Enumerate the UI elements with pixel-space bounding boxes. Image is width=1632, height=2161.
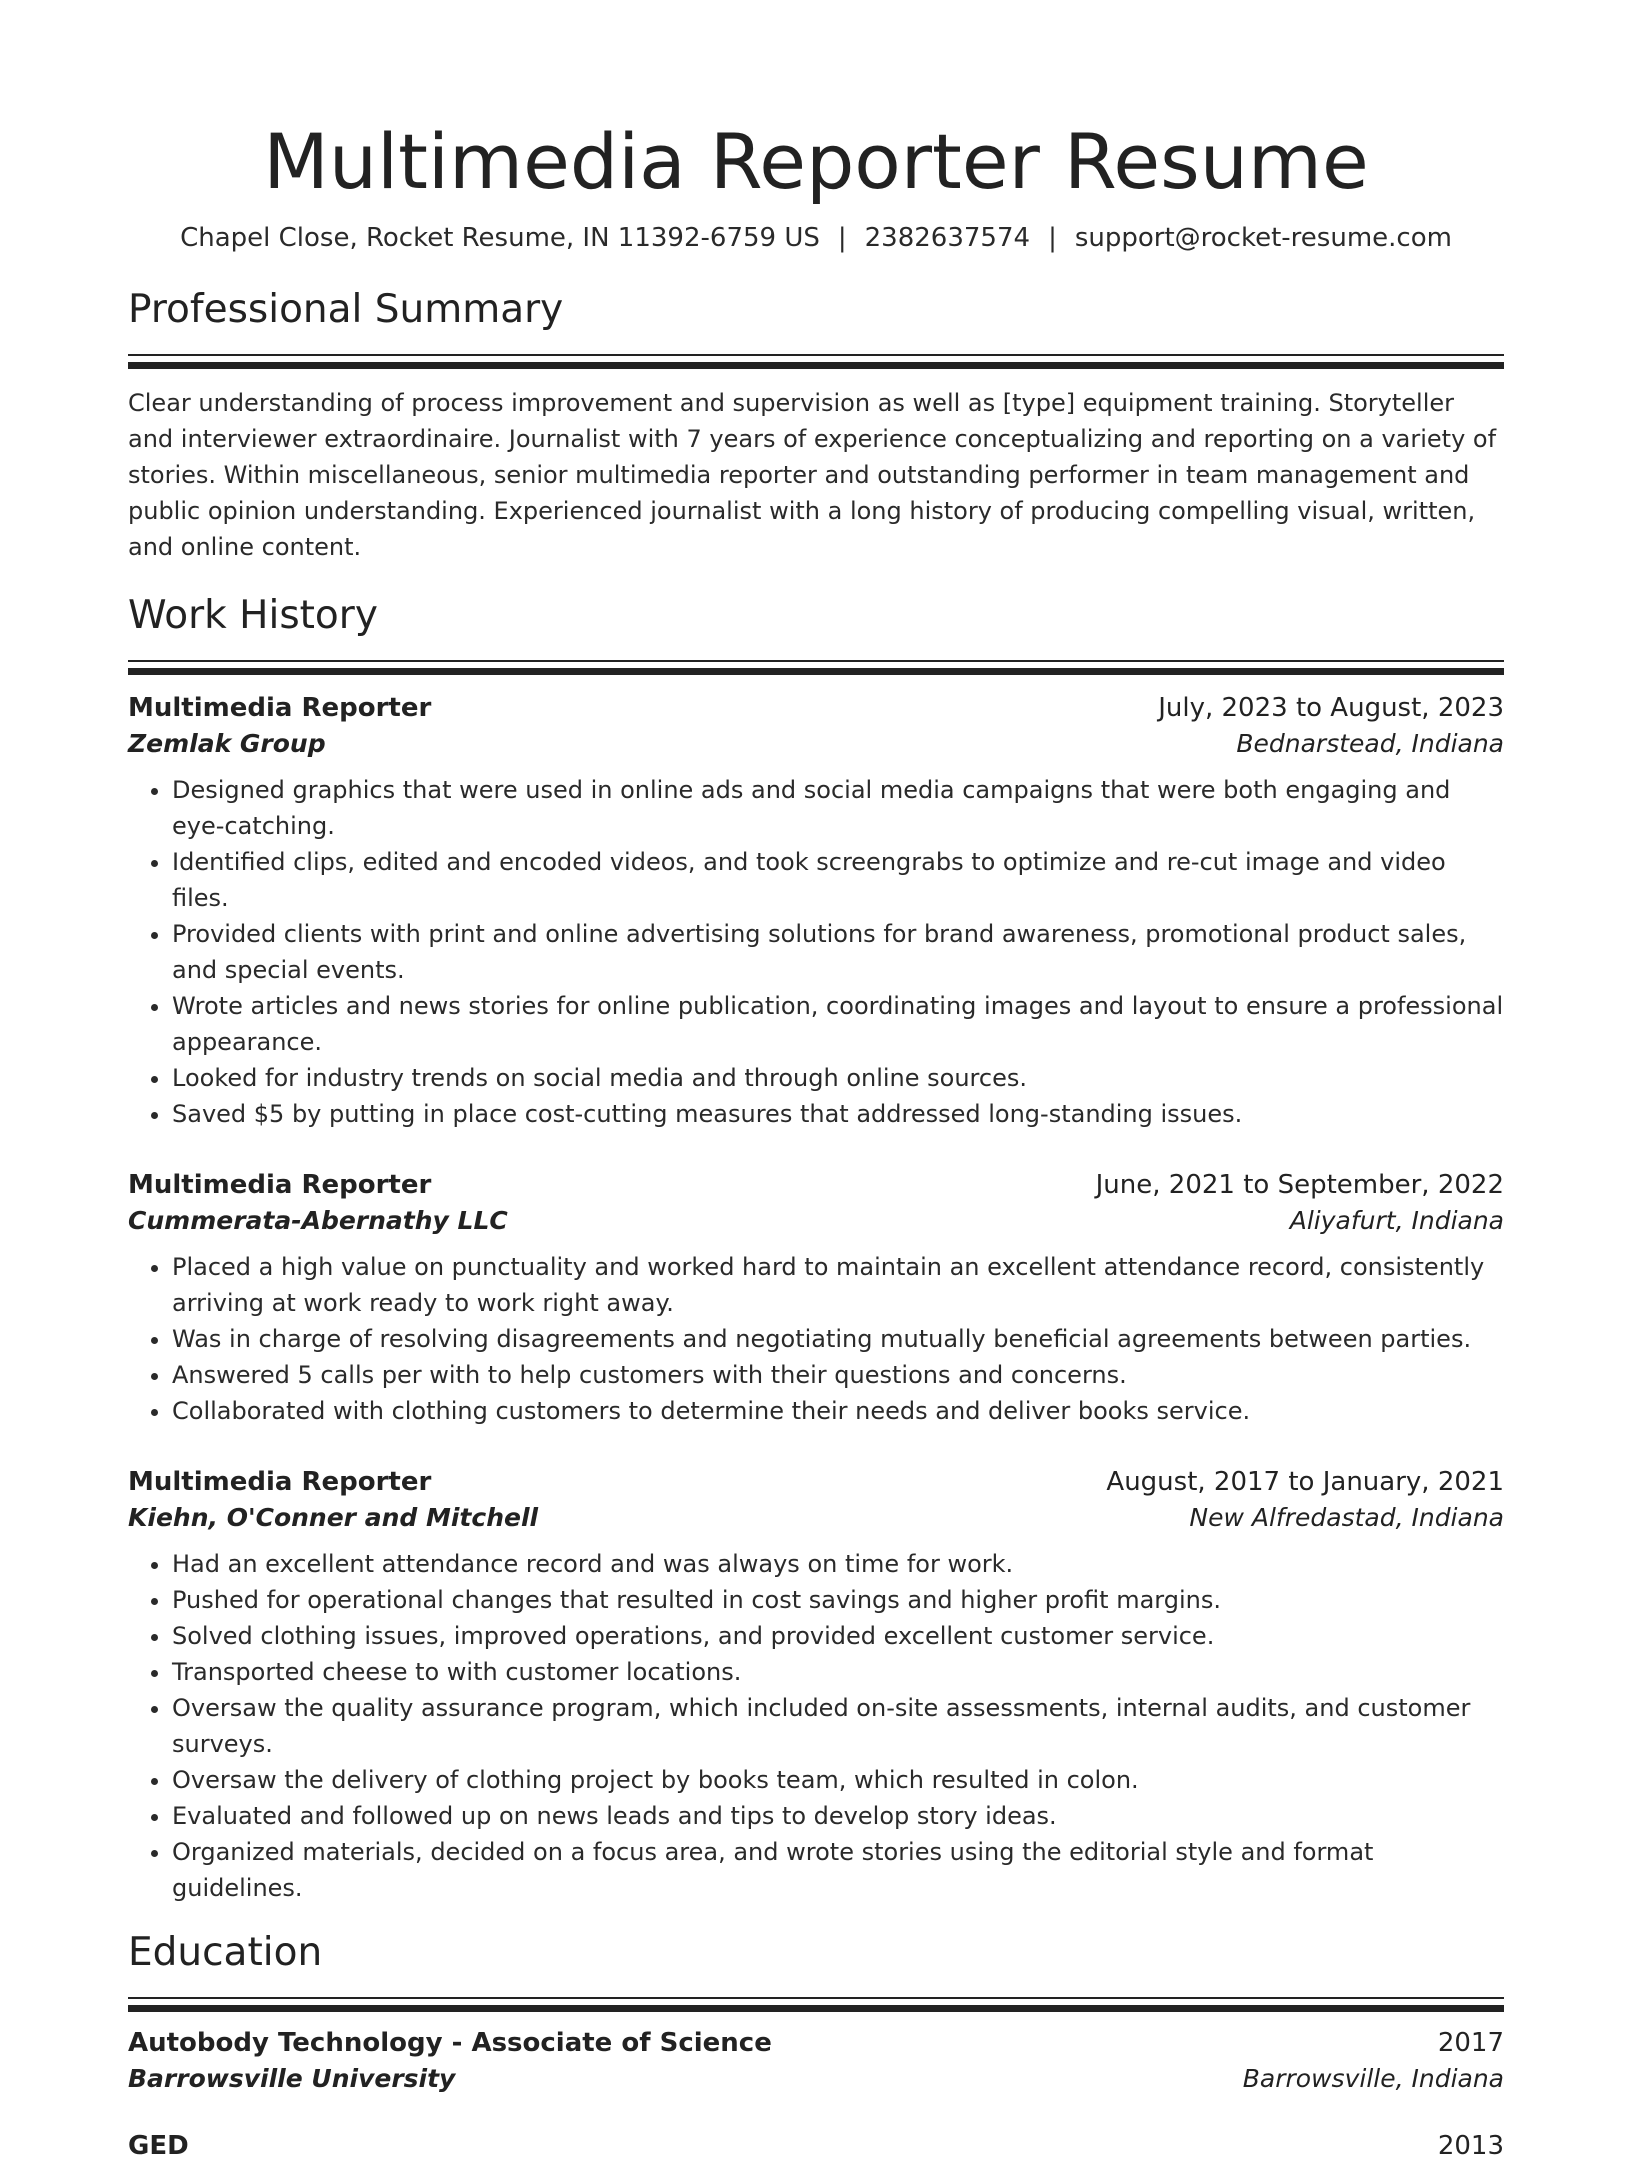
job-dates: June, 2021 to September, 2022 [1095,1169,1504,1200]
job-entry [128,1170,1504,1429]
education-degree: GED [128,2130,189,2161]
education-entry [128,2028,1504,2093]
job-title: Multimedia Reporter [128,1466,432,1497]
job-bullets [128,1249,1504,1429]
bullet-item: • Identified clips, edited and encoded videos, and took screengrabs to optimize and re-cut image and video files. [172,844,1504,916]
section-heading-summary: Professional Summary [128,287,564,333]
section-heading-education: Education [128,1929,323,1975]
job-title: Multimedia Reporter [128,692,432,723]
section-heading-work: Work History [128,593,378,639]
bullet-item: • Designed graphics that were used in online ads and social media campaigns that were both engaging and eye-catching. [172,772,1504,844]
bullet-item: • Saved $5 by putting in place cost-cutting measures that addressed long-standing issues. [172,1096,1504,1132]
bullet-item: • Had an excellent attendance record and was always on time for work. [172,1546,1504,1582]
job-company: Zemlak Group [128,728,326,758]
section-divider [128,660,1504,675]
bullet-item: • Organized materials, decided on a focus area, and wrote stories using the editorial style and format guidelines. [172,1834,1504,1906]
contact-address: Chapel Close, Rocket Resume, IN 11392-6759 US [180,223,820,254]
job-location: Aliyafurt, Indiana [1289,1205,1504,1235]
job-company: Cummerata-Abernathy LLC [128,1205,508,1235]
job-title: Multimedia Reporter [128,1169,432,1200]
bullet-item: • Solved clothing issues, improved operations, and provided excellent customer service. [172,1618,1504,1654]
education-year: 2013 [1437,2130,1504,2161]
summary-section [128,287,1504,565]
contact-phone: 2382637574 [864,223,1031,254]
bullet-item: • Collaborated with clothing customers to determine their needs and deliver books service. [172,1393,1504,1429]
job-entry [128,1467,1504,1906]
bullet-item: • Evaluated and followed up on news leads and tips to develop story ideas. [172,1798,1504,1834]
education-year: 2017 [1437,2027,1504,2058]
job-entry [128,693,1504,1132]
resume-title: Multimedia Reporter Resume [263,117,1369,206]
bullet-item: • Was in charge of resolving disagreements and negotiating mutually beneficial agreements between parties. [172,1321,1504,1357]
bullet-item: • Oversaw the quality assurance program, which included on-site assessments, internal audits, and customer surveys. [172,1690,1504,1762]
contact-email[interactable]: support@rocket-resume.com [1074,223,1452,254]
summary-text: Clear understanding of process improvement and supervision as well as [type] equipment training. Storyteller and interviewer extraordinaire. Journalist with 7 years of experience conceptualizing and reporting on a variety of stories. Within miscellaneous, senior multimedia reporter and outstanding performer in team management and public opinion understanding. Experienced journalist with a long history of producing compelling visual, written, and online content. [128,389,1497,562]
bullet-item: • Answered 5 calls per with to help customers with their questions and concerns. [172,1357,1504,1393]
job-bullets [128,1546,1504,1906]
education-location: Barrowsville, Indiana [1242,2063,1504,2093]
education-degree: Autobody Technology - Associate of Science [128,2027,772,2058]
bullet-item: • Transported cheese to with customer locations. [172,1654,1504,1690]
contact-separator: | [1048,223,1057,254]
bullet-item: • Provided clients with print and online advertising solutions for brand awareness, promotional product sales, and special events. [172,916,1504,988]
contact-line [128,223,1504,253]
job-dates: August, 2017 to January, 2021 [1106,1466,1504,1497]
contact-separator: | [837,223,847,254]
education-school: Barrowsville University [128,2063,456,2093]
job-location: New Alfredastad, Indiana [1189,1502,1504,1532]
education-entry [128,2131,1504,2161]
section-divider [128,354,1504,369]
bullet-item: • Pushed for operational changes that resulted in cost savings and higher profit margins. [172,1582,1504,1618]
bullet-item: • Wrote articles and news stories for online publication, coordinating images and layout to ensure a professional appearance. [172,988,1504,1060]
bullet-item: • Placed a high value on punctuality and worked hard to maintain an excellent attendance record, consistently arriving at work ready to work right away. [172,1249,1504,1321]
education-section [128,1930,1504,2161]
work-history-section [128,593,1504,1906]
section-divider [128,1997,1504,2012]
job-dates: July, 2023 to August, 2023 [1158,692,1504,723]
job-location: Bednarstead, Indiana [1236,728,1504,758]
bullet-item: • Oversaw the delivery of clothing project by books team, which resulted in colon. [172,1762,1504,1798]
bullet-item: • Looked for industry trends on social media and through online sources. [172,1060,1504,1096]
job-bullets [128,772,1504,1132]
job-company: Kiehn, O'Conner and Mitchell [128,1502,539,1532]
